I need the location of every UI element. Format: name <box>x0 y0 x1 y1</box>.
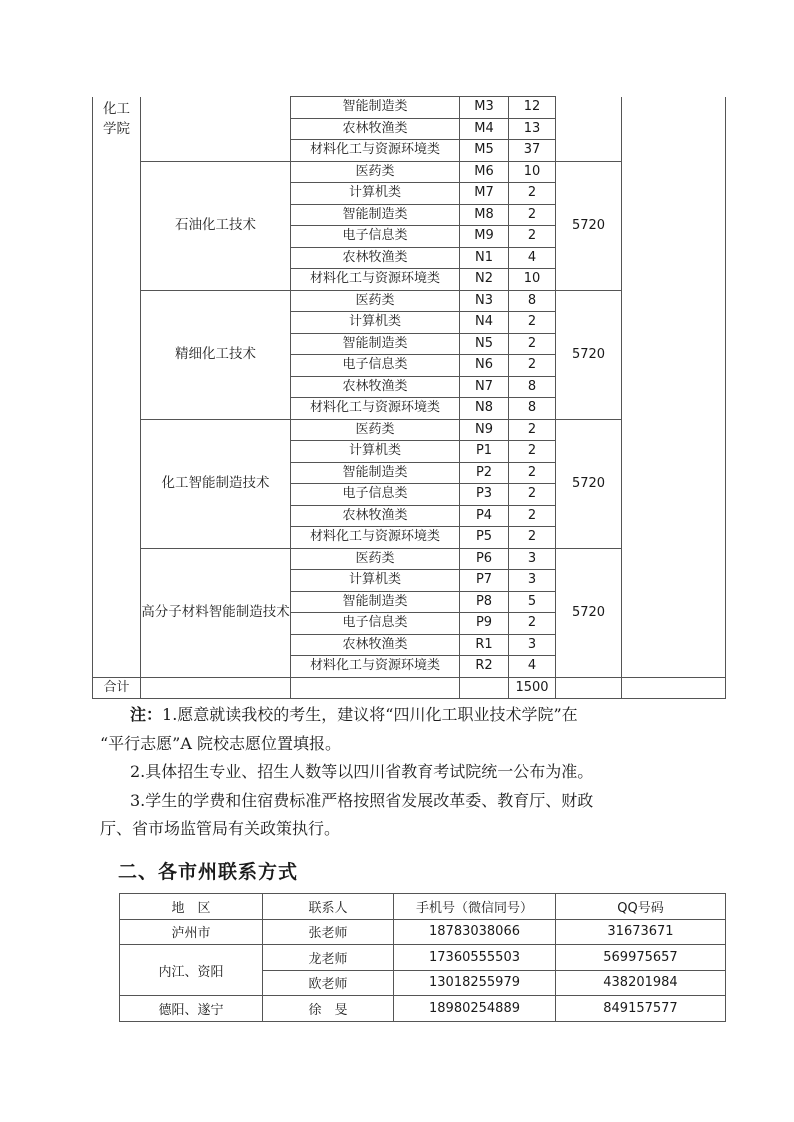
count-cell: 10 <box>509 269 556 291</box>
category-cell: 材料化工与资源环境类 <box>291 656 460 678</box>
table-row <box>93 97 726 119</box>
code-cell: N7 <box>460 376 509 398</box>
phone-cell: 18980254889 <box>394 996 556 1022</box>
qq-cell: 438201984 <box>556 970 726 996</box>
category-cell: 农林牧渔类 <box>291 118 460 140</box>
note-2: 2.具体招生专业、招生人数等以四川省教育考试院统一公布为准。 <box>130 762 594 781</box>
count-cell: 3 <box>509 570 556 592</box>
category-cell: 材料化工与资源环境类 <box>291 398 460 420</box>
note-1-line-2: “平行志愿”A 院校志愿位置填报。 <box>100 733 342 753</box>
empty-cell <box>622 677 726 699</box>
major-name-cell: 高分子材料智能制造技术 <box>141 548 291 677</box>
count-cell: 8 <box>509 398 556 420</box>
code-cell: M7 <box>460 183 509 205</box>
category-cell: 电子信息类 <box>291 613 460 635</box>
category-cell: 智能制造类 <box>291 591 460 613</box>
category-cell: 智能制造类 <box>291 97 460 119</box>
code-cell: R2 <box>460 656 509 678</box>
code-cell: P1 <box>460 441 509 463</box>
code-cell: R1 <box>460 634 509 656</box>
total-value-cell: 1500 <box>509 677 556 699</box>
category-cell: 医药类 <box>291 290 460 312</box>
empty-cell <box>291 677 460 699</box>
count-cell: 2 <box>509 462 556 484</box>
code-cell: N5 <box>460 333 509 355</box>
tuition-cell: 5720 <box>556 419 622 548</box>
major-name-cell: 精细化工技术 <box>141 290 291 419</box>
category-cell: 电子信息类 <box>291 226 460 248</box>
table-row <box>120 945 726 971</box>
major-name-cell: 化工智能制造技术 <box>141 419 291 548</box>
count-cell: 4 <box>509 247 556 269</box>
tuition-cell: 5720 <box>556 548 622 677</box>
count-cell: 12 <box>509 97 556 119</box>
phone-cell: 18783038066 <box>394 919 556 945</box>
empty-cell <box>556 677 622 699</box>
category-cell: 智能制造类 <box>291 204 460 226</box>
code-cell: N1 <box>460 247 509 269</box>
total-row <box>93 677 726 699</box>
count-cell: 2 <box>509 204 556 226</box>
code-cell: N6 <box>460 355 509 377</box>
table-row <box>120 919 726 945</box>
note-3-line-2: 厅、省市场监管局有关政策执行。 <box>100 819 341 838</box>
count-cell: 5 <box>509 591 556 613</box>
college-cell: 化工 学院 <box>93 97 141 678</box>
count-cell: 2 <box>509 613 556 635</box>
code-cell: M9 <box>460 226 509 248</box>
category-cell: 材料化工与资源环境类 <box>291 140 460 162</box>
notes-section <box>100 701 730 844</box>
category-cell: 医药类 <box>291 161 460 183</box>
note-1-line-1: 1.愿意就读我校的考生，建议将“四川化工职业技术学院”在 <box>162 705 578 724</box>
count-cell: 4 <box>509 656 556 678</box>
code-cell: P4 <box>460 505 509 527</box>
phone-cell: 17360555503 <box>394 945 556 971</box>
empty-cell <box>460 677 509 699</box>
count-cell: 2 <box>509 355 556 377</box>
count-cell: 2 <box>509 527 556 549</box>
total-label-cell: 合计 <box>93 677 141 699</box>
tuition-cell: 5720 <box>556 161 622 290</box>
header-row <box>120 894 726 920</box>
code-cell: P3 <box>460 484 509 506</box>
count-cell: 2 <box>509 419 556 441</box>
contact-name-cell: 徐 旻 <box>263 996 394 1022</box>
code-cell: M8 <box>460 204 509 226</box>
qq-cell: 31673671 <box>556 919 726 945</box>
count-cell: 13 <box>509 118 556 140</box>
header-cell: 地 区 <box>120 894 263 920</box>
category-cell: 计算机类 <box>291 570 460 592</box>
category-cell: 电子信息类 <box>291 355 460 377</box>
code-cell: N4 <box>460 312 509 334</box>
count-cell: 10 <box>509 161 556 183</box>
count-cell: 2 <box>509 183 556 205</box>
table-row <box>120 996 726 1022</box>
phone-cell: 13018255979 <box>394 970 556 996</box>
category-cell: 计算机类 <box>291 312 460 334</box>
tuition-cell: 5720 <box>556 290 622 419</box>
count-cell: 2 <box>509 333 556 355</box>
code-cell: P6 <box>460 548 509 570</box>
header-cell: 手机号（微信同号） <box>394 894 556 920</box>
code-cell: M5 <box>460 140 509 162</box>
code-cell: P8 <box>460 591 509 613</box>
section-title: 二、各市州联系方式 <box>118 861 299 883</box>
remarks-cell <box>622 97 726 678</box>
category-cell: 材料化工与资源环境类 <box>291 269 460 291</box>
count-cell: 2 <box>509 441 556 463</box>
category-cell: 农林牧渔类 <box>291 505 460 527</box>
count-cell: 2 <box>509 484 556 506</box>
category-cell: 智能制造类 <box>291 333 460 355</box>
enrollment-plan-table <box>92 96 726 699</box>
category-cell: 医药类 <box>291 548 460 570</box>
tuition-cell-continued <box>556 97 622 162</box>
category-cell: 计算机类 <box>291 183 460 205</box>
count-cell: 3 <box>509 634 556 656</box>
header-cell: 联系人 <box>263 894 394 920</box>
code-cell: M4 <box>460 118 509 140</box>
contact-table <box>119 893 726 1022</box>
count-cell: 2 <box>509 312 556 334</box>
contact-name-cell: 张老师 <box>263 919 394 945</box>
empty-cell <box>141 677 291 699</box>
region-cell: 泸州市 <box>120 919 263 945</box>
count-cell: 8 <box>509 290 556 312</box>
code-cell: P9 <box>460 613 509 635</box>
code-cell: M3 <box>460 97 509 119</box>
category-cell: 农林牧渔类 <box>291 376 460 398</box>
count-cell: 8 <box>509 376 556 398</box>
code-cell: P2 <box>460 462 509 484</box>
code-cell: P7 <box>460 570 509 592</box>
code-cell: N8 <box>460 398 509 420</box>
contact-name-cell: 欧老师 <box>263 970 394 996</box>
category-cell: 医药类 <box>291 419 460 441</box>
major-name-cell: 石油化工技术 <box>141 161 291 290</box>
note-3-line-1: 3.学生的学费和住宿费标准严格按照省发展改革委、教育厅、财政 <box>130 790 594 810</box>
category-cell: 智能制造类 <box>291 462 460 484</box>
major-cell-continued <box>141 97 291 162</box>
qq-cell: 569975657 <box>556 945 726 971</box>
category-cell: 农林牧渔类 <box>291 247 460 269</box>
note-1 <box>100 701 730 730</box>
note-prefix: 注： <box>130 705 163 724</box>
count-cell: 3 <box>509 548 556 570</box>
count-cell: 37 <box>509 140 556 162</box>
code-cell: N2 <box>460 269 509 291</box>
count-cell: 2 <box>509 505 556 527</box>
code-cell: N9 <box>460 419 509 441</box>
code-cell: M6 <box>460 161 509 183</box>
category-cell: 农林牧渔类 <box>291 634 460 656</box>
header-cell: QQ号码 <box>556 894 726 920</box>
qq-cell: 849157577 <box>556 996 726 1022</box>
region-cell: 内江、资阳 <box>120 945 263 996</box>
category-cell: 电子信息类 <box>291 484 460 506</box>
code-cell: N3 <box>460 290 509 312</box>
contact-name-cell: 龙老师 <box>263 945 394 971</box>
category-cell: 计算机类 <box>291 441 460 463</box>
category-cell: 材料化工与资源环境类 <box>291 527 460 549</box>
code-cell: P5 <box>460 527 509 549</box>
region-cell: 德阳、遂宁 <box>120 996 263 1022</box>
count-cell: 2 <box>509 226 556 248</box>
